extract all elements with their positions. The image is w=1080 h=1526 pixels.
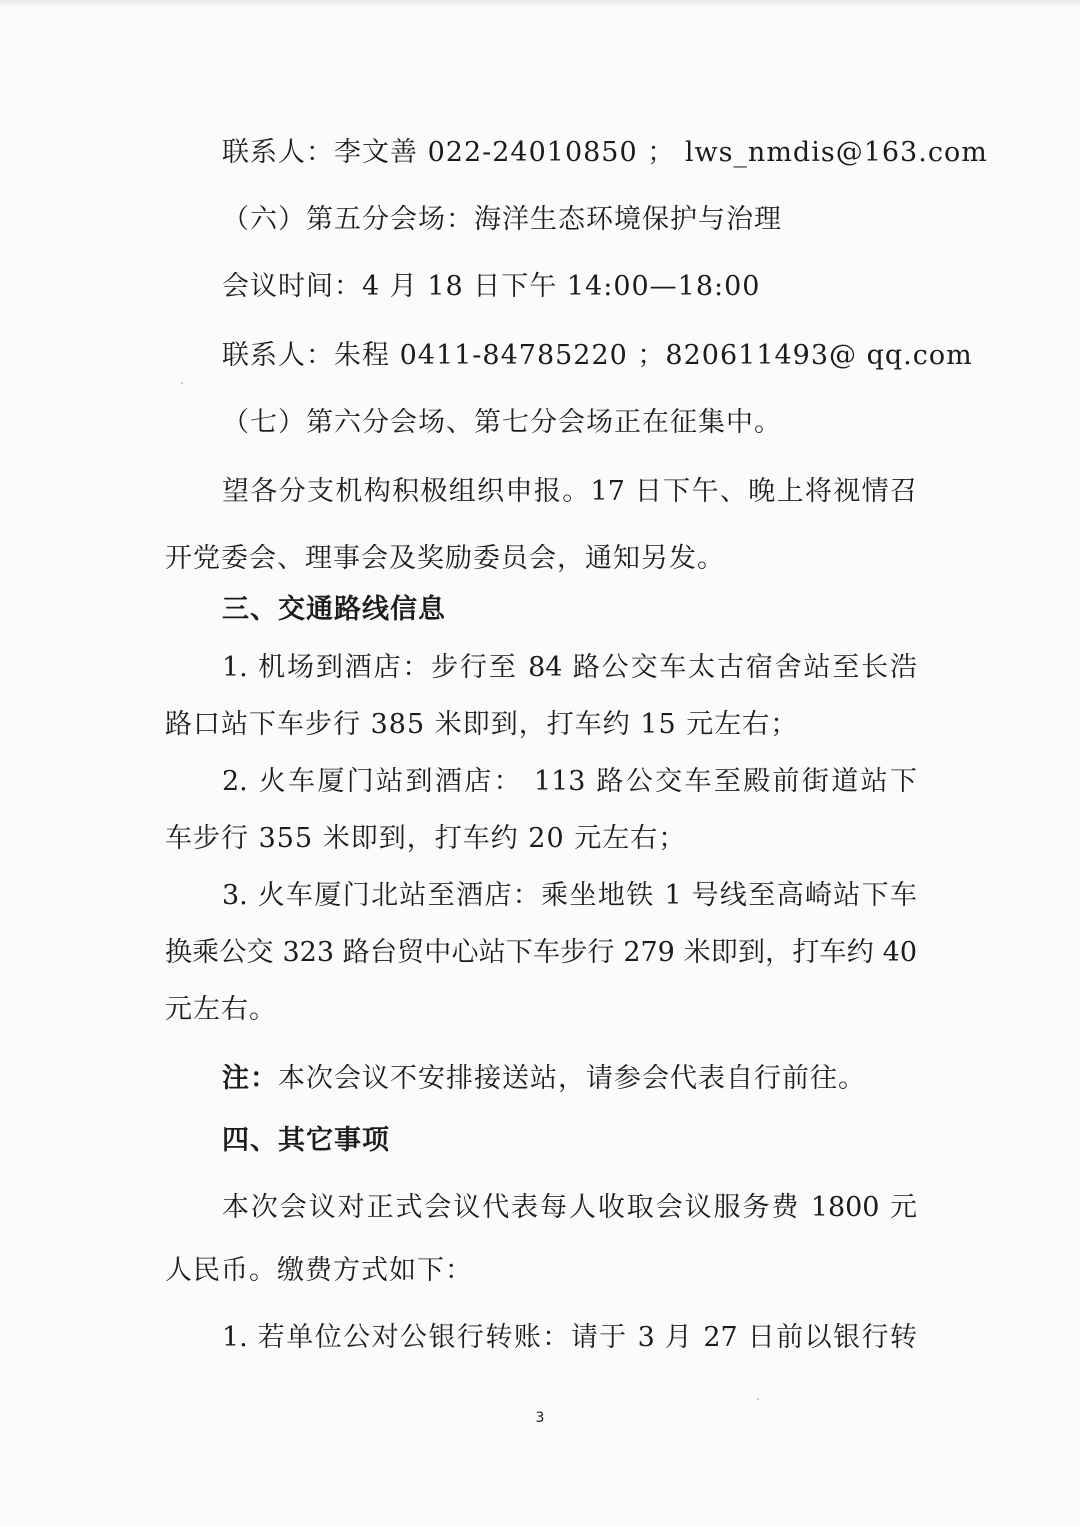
contact-line-1: 联系人：李文善 022-24010850 ； lws_nmdis@163.com (222, 137, 988, 168)
fee-line: 本次会议对正式会议代表每人收取会议服务费 1800 元 (222, 1192, 917, 1223)
heading-transport: 三、交通路线信息 (222, 594, 446, 625)
scan-speck (757, 1398, 759, 1400)
heading-other: 四、其它事项 (222, 1125, 390, 1156)
paragraph-line: 望各分支机构积极组织申报。17 日下午、晚上将视情召 (222, 476, 917, 507)
section-title-7: （七）第六分会场、第七分会场正在征集中。 (222, 407, 782, 438)
paragraph-line: 开党委会、理事会及奖励委员会，通知另发。 (165, 543, 725, 574)
note-text: 本次会议不安排接送站，请参会代表自行前往。 (278, 1063, 866, 1094)
transport-item-1: 1. 机场到酒店：步行至 84 路公交车太古宿舍站至长浩 (222, 652, 917, 683)
transport-item-2: 2. 火车厦门站到酒店： 113 路公交车至殿前街道站下 (222, 766, 917, 797)
transport-item-3: 3. 火车厦门北站至酒店：乘坐地铁 1 号线至高崎站下车 (222, 880, 917, 911)
contact-line-2: 联系人：朱程 0411-84785220 ；820611493@ qq.com (222, 340, 973, 371)
transport-item-2-cont: 车步行 355 米即到，打车约 20 元左右； (165, 823, 687, 854)
payment-item-1: 1. 若单位公对公银行转账：请于 3 月 27 日前以银行转 (222, 1322, 917, 1353)
transport-item-3-end: 元左右。 (165, 994, 277, 1025)
scan-speck (181, 382, 183, 384)
page-edge (0, 0, 1080, 6)
transport-item-3-cont: 换乘公交 323 路台贸中心站下车步行 279 米即到，打车约 40 (165, 937, 917, 968)
fee-line-cont: 人民币。缴费方式如下： (165, 1255, 473, 1286)
transport-item-1-cont: 路口站下车步行 385 米即到，打车约 15 元左右； (165, 709, 799, 740)
page-number: 3 (535, 1410, 545, 1426)
note-line (222, 1059, 917, 1099)
section-title-6: （六）第五分会场：海洋生态环境保护与治理 (222, 204, 782, 235)
meeting-time: 会议时间：4 月 18 日下午 14:00—18:00 (222, 271, 761, 302)
note-label: 注： (222, 1063, 278, 1094)
